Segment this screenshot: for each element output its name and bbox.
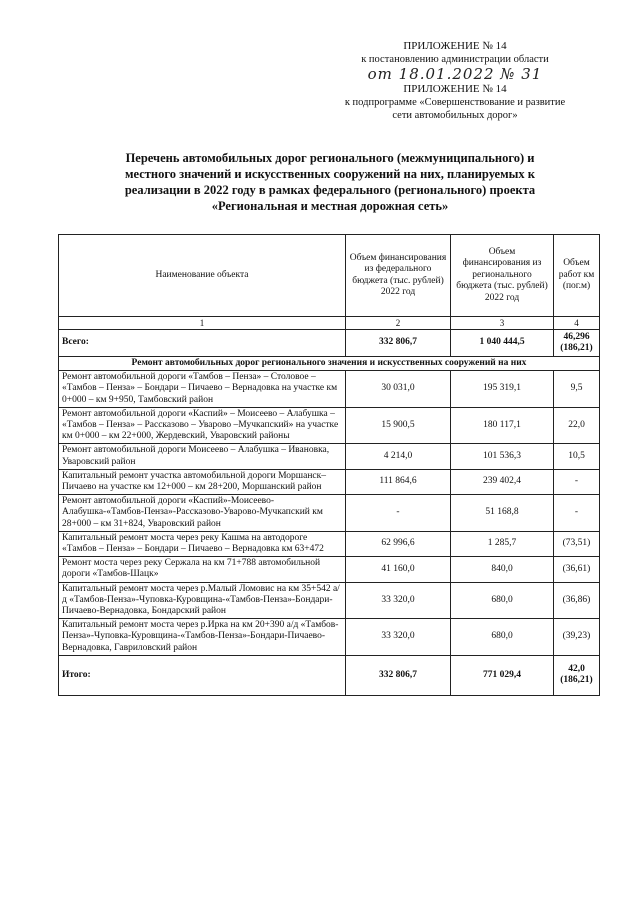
row-regional: 101 536,3: [451, 444, 554, 469]
appendix-header: [300, 40, 610, 122]
row-federal: 33 320,0: [346, 582, 451, 619]
table-row: [59, 469, 600, 494]
title-line1: Перечень автомобильных дорог регионального (межмуниципального) и: [125, 151, 535, 165]
table-header-row: [59, 235, 600, 317]
row-name: Капитальный ремонт участка автомобильной дороги Моршанск–Пичаево на участке км 12+000 – км 28+200, Моршанский район: [59, 469, 346, 494]
section-heading: Ремонт автомобильных дорог регионального значения и искусственных сооружений на них: [59, 357, 600, 371]
appendix-label: ПРИЛОЖЕНИЕ № 14: [403, 40, 507, 52]
table-row: [59, 531, 600, 556]
row-regional: 680,0: [451, 582, 554, 619]
col-number-1: 1: [59, 317, 346, 330]
row-volume: 10,5: [554, 444, 600, 469]
row-federal: 41 160,0: [346, 557, 451, 582]
row-volume: (73,51): [554, 531, 600, 556]
row-name: Капитальный ремонт моста через р.Ирка на км 20+390 а/д «Тамбов-Пенза»-Чуповка-Куровщина-«Тамбов-Пенза»-Бондари-Пичаево-Вернадовка, Гавриловский район: [59, 619, 346, 656]
row-regional: 195 319,1: [451, 371, 554, 408]
row-regional: 51 168,8: [451, 495, 554, 532]
row-volume: 22,0: [554, 407, 600, 444]
col-header-federal: Объем финансирования из федерального бюджета (тыс. рублей) 2022 год: [346, 235, 451, 317]
row-regional: 840,0: [451, 557, 554, 582]
row-regional: 180 117,1: [451, 407, 554, 444]
total-top-federal: 332 806,7: [346, 330, 451, 357]
document-title: [60, 150, 600, 214]
table-row: [59, 495, 600, 532]
total-bottom-regional: 771 029,4: [451, 655, 554, 695]
title-line3: реализации в 2022 году в рамках федерального (регионального) проекта: [124, 183, 536, 197]
col-header-volume: Объем работ км (пог.м): [554, 235, 600, 317]
title-line2: местного значений и искусственных сооружений на них, планируемых к: [125, 167, 535, 181]
col-number-4: 4: [554, 317, 600, 330]
total-bottom-volume-km: 42,0: [568, 664, 585, 675]
row-name: Ремонт автомобильной дороги «Каспий» – Моисеево – Алабушка – «Тамбов – Пенза» – Рассказово – Уварово –Мучкапский» на участке км 0+000 – км 22+000, Жердевский, Уваровский районы: [59, 407, 346, 444]
resolution-reference: к постановлению администрации области: [361, 54, 549, 65]
col-header-name: Наименование объекта: [59, 235, 346, 317]
row-name: Ремонт моста через реку Сержала на км 71+788 автомобильной дороги «Тамбов-Шацк»: [59, 557, 346, 582]
col-header-regional: Объем финансирования из регионального бюджета (тыс. рублей) 2022 год: [451, 235, 554, 317]
row-federal: 33 320,0: [346, 619, 451, 656]
table-row: [59, 619, 600, 656]
col-number-3: 3: [451, 317, 554, 330]
subprogram-reference-line2: сети автомобильных дорог»: [392, 110, 518, 121]
table-row: [59, 557, 600, 582]
row-name: Капитальный ремонт моста через реку Кашма на автодороге «Тамбов – Пенза» – Бондари – Пичаево – Вернадовка км 63+472: [59, 531, 346, 556]
total-top-volume: [554, 330, 600, 357]
row-volume: (36,86): [554, 582, 600, 619]
row-regional: 1 285,7: [451, 531, 554, 556]
total-top-volume-km: 46,296: [563, 331, 590, 342]
row-volume: 9,5: [554, 371, 600, 408]
total-bottom-row: [59, 655, 600, 695]
table-row: [59, 444, 600, 469]
handwritten-date-number: от 18.01.2022 № 31: [367, 65, 543, 83]
total-top-volume-m: (186,21): [560, 343, 593, 353]
row-volume: -: [554, 469, 600, 494]
row-federal: 4 214,0: [346, 444, 451, 469]
total-bottom-federal: 332 806,7: [346, 655, 451, 695]
table-row: [59, 582, 600, 619]
section-row: [59, 357, 600, 371]
column-number-row: [59, 317, 600, 330]
total-bottom-label: Итого:: [59, 655, 346, 695]
subprogram-reference-line1: к подпрограмме «Совершенствование и развитие: [344, 97, 566, 108]
row-name: Ремонт автомобильной дороги «Каспий»-Моисеево-Алабушка-«Тамбов-Пенза»-Рассказово-Уварово-Мучкапский км 28+000 – км 31+824, Уваровский район: [59, 495, 346, 532]
row-federal: 62 996,6: [346, 531, 451, 556]
row-volume: -: [554, 495, 600, 532]
row-federal: 15 900,5: [346, 407, 451, 444]
col-number-2: 2: [346, 317, 451, 330]
total-top-label: Всего:: [59, 330, 346, 357]
total-top-regional: 1 040 444,5: [451, 330, 554, 357]
row-regional: 680,0: [451, 619, 554, 656]
title-line4: «Региональная и местная дорожная сеть»: [211, 199, 449, 213]
table-row: [59, 407, 600, 444]
row-regional: 239 402,4: [451, 469, 554, 494]
total-bottom-volume: [554, 655, 600, 695]
appendix-label-2: ПРИЛОЖЕНИЕ № 14: [403, 83, 507, 95]
row-federal: -: [346, 495, 451, 532]
row-name: Капитальный ремонт моста через р.Малый Ломовис на км 35+542 а/д «Тамбов-Пенза»-Чуповка-Куровщина-«Тамбов-Пенза»-Бондари-Пичаево-Вернадовка, Бондарский район: [59, 582, 346, 619]
row-name: Ремонт автомобильной дороги Моисеево – Алабушка – Ивановка, Уваровский район: [59, 444, 346, 469]
row-volume: (39,23): [554, 619, 600, 656]
row-name: Ремонт автомобильной дороги «Тамбов – Пенза» – Столовое – «Тамбов – Пенза» – Бондари – Пичаево – Вернадовка на участке км 0+000 – км 9+950, Тамбовский район: [59, 371, 346, 408]
roads-table: [58, 234, 600, 696]
total-top-row: [59, 330, 600, 357]
row-federal: 111 864,6: [346, 469, 451, 494]
row-volume: (36,61): [554, 557, 600, 582]
table-row: [59, 371, 600, 408]
total-bottom-volume-m: (186,21): [560, 675, 593, 686]
row-federal: 30 031,0: [346, 371, 451, 408]
